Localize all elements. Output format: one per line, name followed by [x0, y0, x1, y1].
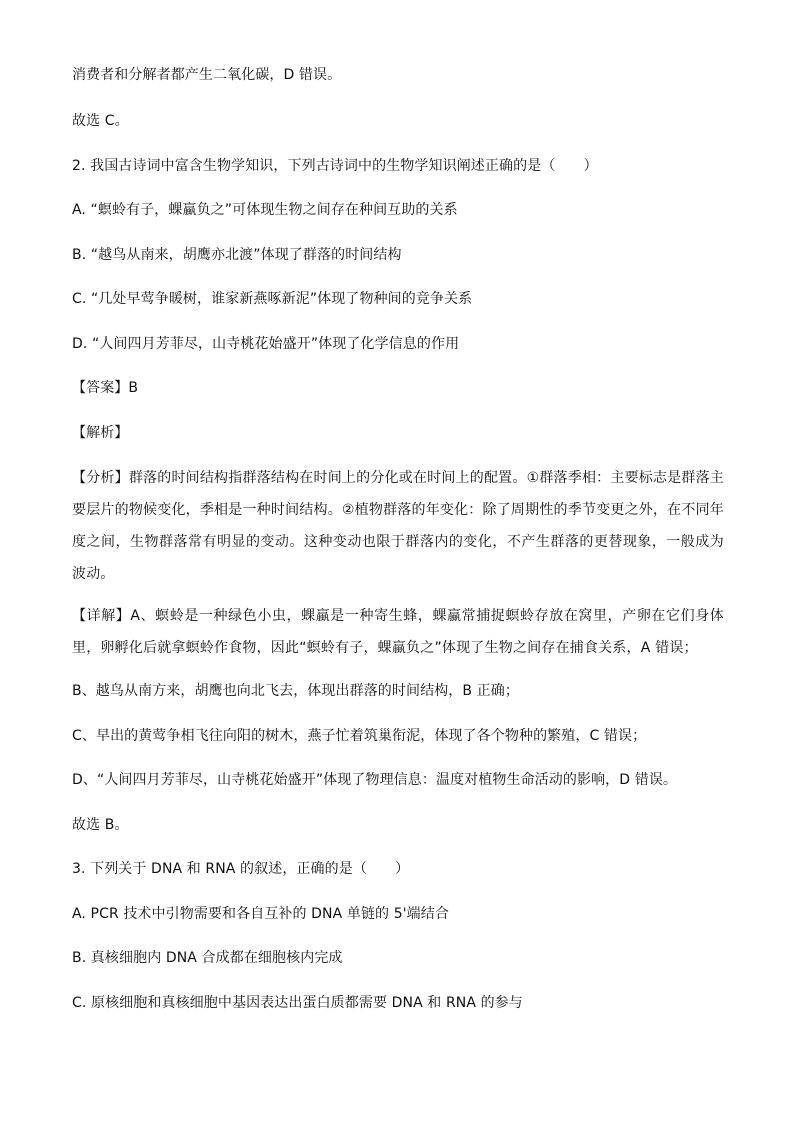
text-line-choose-c: 故选 C。	[72, 113, 129, 129]
question-3-option-c: C. 原核细胞和真核细胞中基因表达出蛋白质都需要 DNA 和 RNA 的参与	[72, 995, 523, 1011]
text-line-conclusion-d: 消费者和分解者都产生二氧化碳，D 错误。	[72, 67, 342, 83]
question-3-option-b: B. 真核细胞内 DNA 合成都在细胞核内完成	[72, 950, 343, 966]
question-2-option-c: C. “几处早莺争暖树，谁家新燕啄新泥”体现了物种间的竞争关系	[72, 291, 473, 307]
text-line-choose-b: 故选 B。	[72, 817, 129, 833]
detail-line-b: B、越鸟从南方来，胡鹰也向北飞去，体现出群落的时间结构，B 正确；	[72, 683, 519, 699]
detail-paragraph-a: 【详解】A、螟蛉是一种绿色小虫，蜾蠃是一种寄生蜂，蜾蠃常捕捉螟蛉存放在窝里，产卵在它们身体里，卵孵化后就拿螟蛉作食物，因此“螟蛉有子，蜾蠃负之”体现了生物之间存在捕食关系，A 错误；	[72, 608, 724, 656]
answer-label: 【答案】B	[72, 380, 139, 396]
question-3-option-a: A. PCR 技术中引物需要和各自互补的 DNA 单链的 5'端结合	[72, 906, 449, 922]
analysis-paragraph: 【分析】群落的时间结构指群落结构在时间上的分化或在时间上的配置。①群落季相：主要标志是群落主要层片的物候变化，季相是一种时间结构。②植物群落的年变化：除了周期性的季节变更之外，在不同年度之间，生物群落常有明显的变动。这种变动也限于群落内的变化，不产生群落的更替现象，一般成为波动。	[72, 470, 724, 582]
question-3-stem: 3. 下列关于 DNA 和 RNA 的叙述，正确的是（ ）	[72, 861, 410, 877]
question-2-option-b: B. “越鸟从南来，胡鹰亦北渡”体现了群落的时间结构	[72, 247, 402, 263]
question-2-option-a: A. “螟蛉有子，蜾蠃负之”可体现生物之间存在种间互助的关系	[72, 202, 458, 218]
question-2-stem: 2. 我国古诗词中富含生物学知识，下列古诗词中的生物学知识阐述正确的是（ ）	[72, 158, 598, 174]
question-2-option-d: D. “人间四月芳菲尽，山寺桃花始盛开”体现了化学信息的作用	[72, 336, 460, 352]
analysis-title: 【解析】	[72, 425, 129, 441]
detail-line-d: D、“人间四月芳菲尽，山寺桃花始盛开”体现了物理信息：温度对植物生命活动的影响，D 错误。	[72, 772, 678, 788]
detail-line-c: C、早出的黄莺争相飞往向阳的树木，燕子忙着筑巢衔泥，体现了各个物种的繁殖，C 错误；	[72, 728, 647, 744]
